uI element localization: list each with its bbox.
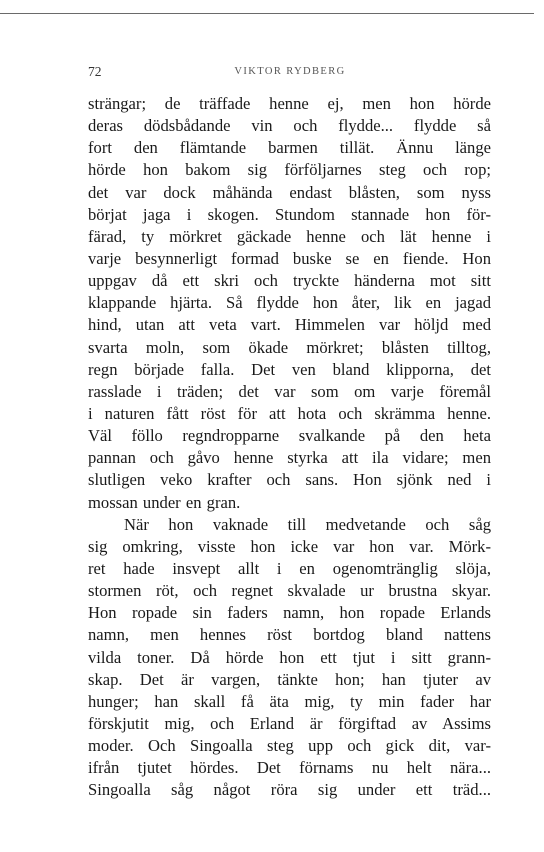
text-line: Singoalla såg något röra sig under ett träd... bbox=[88, 780, 491, 800]
text-line: i naturen fått röst för att hota och skrämma henne. bbox=[88, 403, 491, 423]
paragraph-end-line: mossan under en gran. bbox=[88, 492, 241, 512]
text-line: deras dödsbådande vin och flydde... flydde så bbox=[88, 116, 491, 136]
text-line: namn, men hennes röst bortdog bland nattens bbox=[88, 625, 491, 645]
page-number: 72 bbox=[88, 64, 102, 79]
text-line: regn började falla. Det ven bland klipporna, det bbox=[88, 359, 491, 379]
text-line: sig omkring, visste hon icke var hon var. Mörk- bbox=[88, 536, 491, 556]
text-line: börjat jaga i skogen. Stundom stannade hon för- bbox=[88, 204, 491, 224]
text-line: fort den flämtande barmen tillät. Ännu länge bbox=[88, 138, 491, 158]
text-line: uppgav då ett skri och tryckte händerna mot sitt bbox=[88, 271, 491, 291]
text-line: hunger; han skall få äta mig, ty min fader har bbox=[88, 691, 491, 711]
paragraph-start-line: När hon vaknade till medvetande och såg bbox=[124, 514, 491, 534]
text-line: varje besynnerligt formad buske se en fiende. Hon bbox=[88, 248, 491, 268]
text-line: strängar; de träffade henne ej, men hon hörde bbox=[88, 94, 491, 113]
text-line: ifrån tjutet hördes. Det förnams nu helt nära... bbox=[88, 758, 491, 778]
running-head: VIKTOR RYDBERG bbox=[234, 66, 346, 77]
text-line: ret hade insvept allt i en ogenomtränglig slöja, bbox=[88, 558, 491, 578]
text-line: pannan och gåvo henne styrka att ila vidare; men bbox=[88, 448, 491, 468]
text-line: slutligen veko krafter och sans. Hon sjönk ned i bbox=[88, 470, 491, 490]
text-line: det var dock måhända endast blåsten, som nyss bbox=[88, 182, 491, 202]
page-header bbox=[88, 64, 492, 82]
text-line: Väl föllo regndropparne svalkande på den heta bbox=[88, 426, 491, 446]
text-line: hörde hon bakom sig förföljarnes steg och rop; bbox=[88, 160, 491, 180]
text-line: förskjutit mig, och Erland är förgiftad av Assims bbox=[88, 713, 491, 733]
body-text bbox=[88, 93, 491, 802]
text-line: skap. Det är vargen, tänkte hon; han tjuter av bbox=[88, 669, 491, 689]
text-line: färad, ty mörkret gäckade henne och lät henne i bbox=[88, 226, 491, 246]
text-line: Hon ropade sin faders namn, hon ropade Erlands bbox=[88, 603, 491, 623]
text-line: svarta moln, som ökade mörkret; blåsten tilltog, bbox=[88, 337, 491, 357]
text-line: rasslade i träden; det var som om varje föremål bbox=[88, 381, 491, 401]
text-line: stormen röt, och regnet skvalade ur brustna skyar. bbox=[88, 581, 491, 601]
text-line: moder. Och Singoalla steg upp och gick dit, var- bbox=[88, 736, 491, 756]
text-line: klappande hjärta. Så flydde hon åter, lik en jagad bbox=[88, 293, 491, 313]
top-border-rule bbox=[0, 13, 534, 14]
text-line: vilda toner. Då hörde hon ett tjut i sitt grann- bbox=[88, 647, 491, 667]
text-line: hind, utan att veta vart. Himmelen var höljd med bbox=[88, 315, 491, 335]
